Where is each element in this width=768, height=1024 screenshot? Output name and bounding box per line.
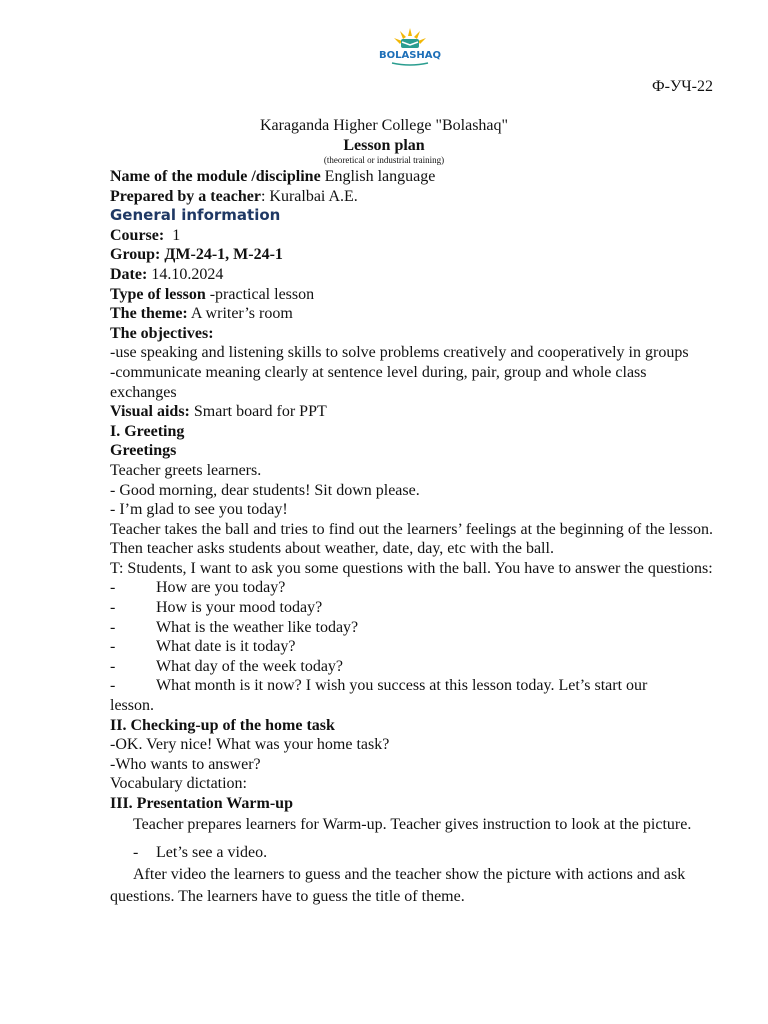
question-item: - What month is it now? I wish you success at this lesson today. Let’s start our [110,677,648,695]
lesson-type-line: Type of lesson -practical lesson [110,285,315,303]
group-line: Group: ДМ-24-1, М-24-1 [110,246,283,264]
question-tail: lesson. [110,697,154,715]
date-line: Date: 14.10.2024 [110,265,224,283]
homework-heading: II. Checking-up of the home task [110,716,335,734]
warmup-intro: Teacher prepares learners for Warm-up. Teacher gives instruction to look at the picture. [133,815,692,833]
visual-aids-line: Visual aids: Smart board for PPT [110,403,327,421]
greeting-line: Teacher takes the ball and tries to find out the learners’ feelings at the beginning of the lesson. Then teacher asks students about weather, date, day, etc with the ball. [110,520,713,558]
warmup-heading: III. Presentation Warm-up [110,795,293,812]
warmup-after: After video the learners to guess and the teacher show the picture with actions and ask questions. The learners have to guess the title of theme. [110,865,686,905]
module-line: Name of the module /discipline English language [110,168,436,185]
objective-item: -communicate meaning clearly at sentence level during, pair, group and whole class exchanges [110,363,647,401]
question-item: - What is the weather like today? [110,618,359,636]
greeting-heading: I. Greeting [110,422,185,440]
question-item: - What date is it today? [110,638,296,656]
homework-line: -Who wants to answer? [110,755,261,773]
greeting-line: - Good morning, dear students! Sit down please. [110,481,420,499]
college-name: Karaganda Higher College "Bolashaq" [259,117,509,134]
theme-line: The theme: A writer’s room [110,305,293,323]
page-subtitle: (theoretical or industrial training) [323,155,445,165]
greeting-line: Teacher greets learners. [110,461,262,479]
greeting-line: - I’m glad to see you today! [110,501,288,519]
svg-text:BOLASHAQ: BOLASHAQ [378,50,442,61]
greeting-line: T: Students, I want to ask you some questions with the ball. You have to answer the questions: [110,559,713,577]
question-item: - How is your mood today? [110,599,323,617]
bolashaq-logo [378,24,442,68]
video-item: - Let’s see a video. [133,843,268,861]
objectives-heading: The objectives: [110,324,214,342]
course-line: Course: 1 [110,226,181,244]
homework-line: -OK. Very nice! What was your home task? [110,736,390,754]
objective-item: -use speaking and listening skills to solve problems creatively and cooperatively in groups [110,344,689,362]
page-title: Lesson plan [343,137,425,154]
teacher-line: Prepared by a teacher: Kuralbai A.E. [110,187,358,205]
homework-line: Vocabulary dictation: [110,775,247,793]
question-item: - What day of the week today? [110,657,344,675]
greetings-subheading: Greetings [110,442,177,460]
question-item: - How are you today? [110,579,286,597]
general-information-heading: General information [110,206,281,225]
lesson-plan-body [110,167,713,908]
document-code: Ф-УЧ-22 [651,78,713,95]
